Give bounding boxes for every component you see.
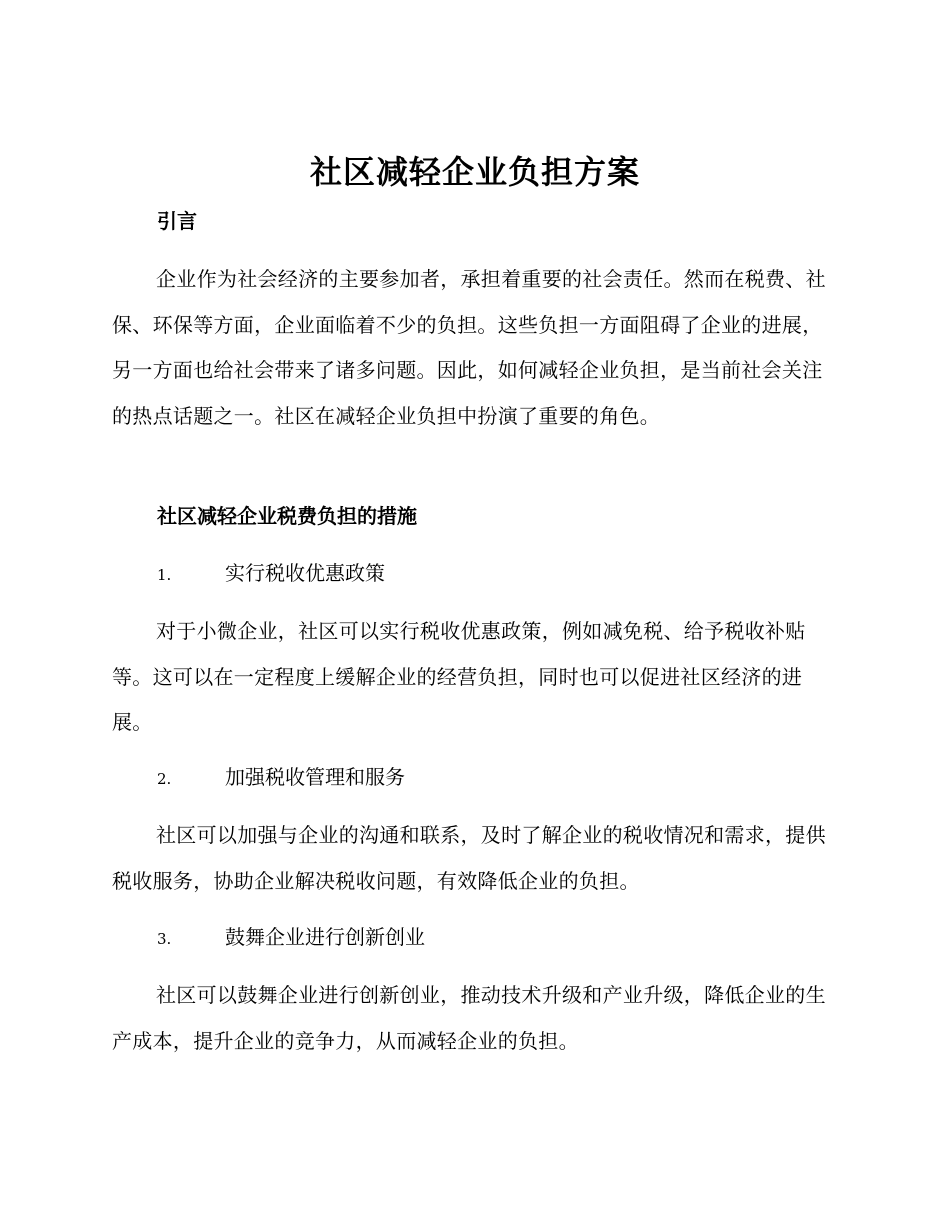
intro-paragraph: 企业作为社会经济的主要参加者，承担着重要的社会责任。然而在税费、社保、环保等方面，企业面临着不少的负担。这些负担一方面阻碍了企业的进展，另一方面也给社会带来了诸多问题。因此，如何减轻企业负担，是当前社会关注的热点话题之一。社区在减轻企业负担中扮演了重要的角色。 bbox=[112, 267, 826, 428]
list-item-1-paragraph: 对于小微企业，社区可以实行税收优惠政策，例如减免税、给予税收补贴等。这可以在一定程度上缓解企业的经营负担，同时也可以促进社区经济的进展。 bbox=[112, 619, 806, 734]
list-number: 3. bbox=[157, 930, 172, 948]
list-item-3-paragraph: 社区可以鼓舞企业进行创新创业，推动技术升级和产业升级，降低企业的生产成本，提升企业的竞争力，从而减轻企业的负担。 bbox=[112, 983, 826, 1053]
list-number: 1. bbox=[157, 566, 172, 584]
list-item-3 bbox=[157, 923, 425, 953]
section-heading: 社区减轻企业税费负担的措施 bbox=[157, 504, 417, 528]
document-title: 社区减轻企业负担方案 bbox=[309, 153, 640, 191]
list-number: 2. bbox=[157, 770, 172, 788]
list-item-1 bbox=[157, 559, 385, 589]
list-item-title: 加强税收管理和服务 bbox=[225, 765, 405, 789]
list-item-title: 鼓舞企业进行创新创业 bbox=[225, 925, 425, 949]
list-item-2-paragraph: 社区可以加强与企业的沟通和联系，及时了解企业的税收情况和需求，提供税收服务，协助企业解决税收问题，有效降低企业的负担。 bbox=[112, 823, 826, 893]
list-item-2 bbox=[157, 763, 405, 793]
intro-heading: 引言 bbox=[157, 209, 197, 233]
list-item-title: 实行税收优惠政策 bbox=[225, 561, 385, 585]
